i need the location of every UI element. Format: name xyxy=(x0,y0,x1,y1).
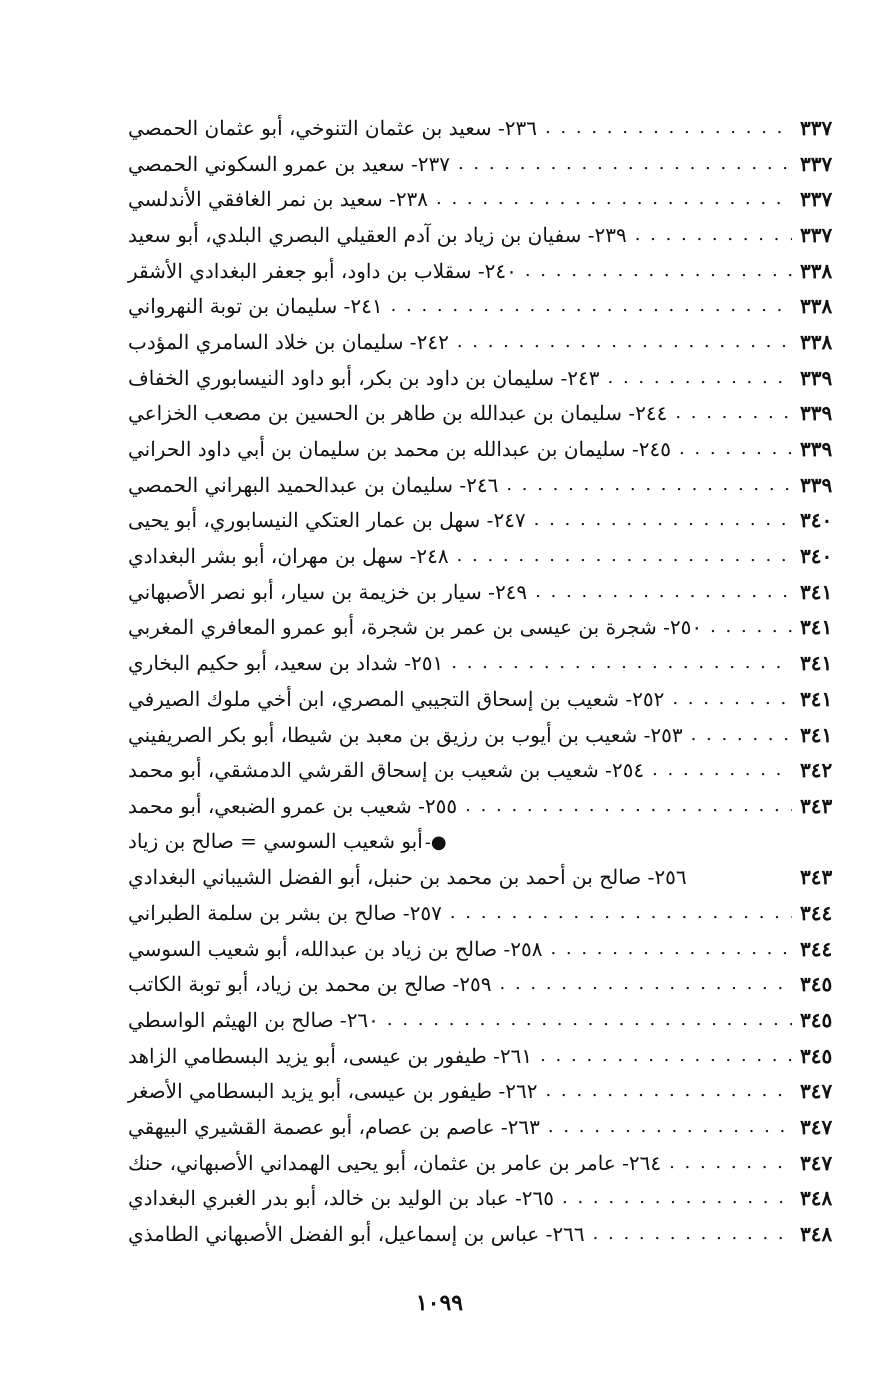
toc-entry xyxy=(128,1074,846,1110)
dot-leader xyxy=(540,1045,792,1067)
entry-title: ٢٣٩- سفيان بن زياد بن آدم العقيلي البصري البلدي، أبو سعيد xyxy=(128,222,627,247)
toc-entry xyxy=(128,681,846,717)
dot-leader xyxy=(675,402,792,424)
toc-entry xyxy=(128,146,846,182)
toc-entry xyxy=(128,1216,846,1252)
dot-leader xyxy=(455,831,792,853)
dot-leader xyxy=(691,724,792,746)
entry-page-number: ٣٤٢ xyxy=(800,758,833,783)
dot-leader xyxy=(672,688,792,710)
entry-page-number: ٣٣٩ xyxy=(800,365,833,390)
dot-leader xyxy=(534,509,792,531)
entry-title: ٢٦١- طيفور بن عيسى، أبو يزيد البسطامي الزاهد xyxy=(128,1043,533,1068)
dot-leader xyxy=(593,1223,792,1245)
dot-leader xyxy=(710,616,792,638)
dot-leader xyxy=(652,759,792,781)
entry-page-number: ٣٤١ xyxy=(800,686,833,711)
entry-title xyxy=(128,831,447,852)
entry-title: ٢٤٣- سليمان بن داود بن بكر، أبو داود النيسابوري الخفاف xyxy=(128,365,600,390)
entry-page-number: ٣٤٣ xyxy=(800,865,833,890)
entry-page-number: ٣٤٠ xyxy=(800,544,833,569)
entry-page-number: ٣٤٧ xyxy=(800,1115,833,1140)
dot-leader xyxy=(548,1116,792,1138)
entry-title: ٢٣٨- سعيد بن نمر الغافقي الأندلسي xyxy=(128,187,429,212)
entry-title: ٢٥٤- شعيب بن شعيب بن إسحاق القرشي الدمشقي، أبو محمد xyxy=(128,758,645,783)
entry-page-number: ٣٤٠ xyxy=(800,508,833,533)
toc-entry xyxy=(128,859,846,895)
toc-entry xyxy=(128,895,846,931)
dot-leader xyxy=(550,938,792,960)
entry-title: ٢٤٢- سليمان بن خلاد السامري المؤدب xyxy=(128,329,449,354)
toc-entry xyxy=(128,752,846,788)
toc-entry xyxy=(128,1038,846,1074)
toc-entry xyxy=(128,396,846,432)
entry-page-number: ٣٤١ xyxy=(800,579,833,604)
toc-entry xyxy=(128,967,846,1003)
toc-entry xyxy=(128,574,846,610)
entry-page-number: ٣٤٧ xyxy=(800,1150,833,1175)
cross-reference-row xyxy=(128,824,846,860)
entry-page-number: ٣٤٥ xyxy=(800,1043,833,1068)
page-number: ١٠٩٩ xyxy=(415,1290,464,1316)
toc-entry xyxy=(128,110,846,146)
dot-leader xyxy=(562,1187,792,1209)
toc-entry xyxy=(128,1109,846,1145)
entry-page-number: ٣٣٧ xyxy=(800,151,833,176)
toc-entry xyxy=(128,467,846,503)
entry-title: ٢٦٤- عامر بن عامر بن عثمان، أبو يحيى الهمداني الأصبهاني، حنك xyxy=(128,1150,662,1175)
toc-entry xyxy=(128,503,846,539)
entry-page-number: ٣٣٨ xyxy=(800,258,833,283)
toc-entry xyxy=(128,217,846,253)
entry-page-number: ٣٣٧ xyxy=(800,115,833,140)
entry-title: ٢٥٩- صالح بن محمد بن زياد، أبو توبة الكاتب xyxy=(128,972,492,997)
entry-page-number: ٣٣٩ xyxy=(800,437,833,462)
entry-title: ٢٤٩- سيار بن خزيمة بن سيار، أبو نصر الأصبهاني xyxy=(128,579,528,604)
entry-title: ٢٥٦- صالح بن أحمد بن محمد بن حنبل، أبو الفضل الشيباني البغدادي xyxy=(128,865,687,890)
toc-entry xyxy=(128,788,846,824)
toc-entry xyxy=(128,1181,846,1217)
entry-title: ٢٤٤- سليمان بن عبدالله بن طاهر بن الحسين بن مصعب الخزاعي xyxy=(128,401,668,426)
entry-page-number: ٣٤٨ xyxy=(800,1186,833,1211)
dot-leader xyxy=(457,331,792,353)
entry-title: ٢٤٨- سهل بن مهران، أبو بشر البغدادي xyxy=(128,544,449,569)
entry-title: ٢٥١- شداد بن سعيد، أبو حكيم البخاري xyxy=(128,651,444,676)
dot-leader xyxy=(545,1080,792,1102)
toc-entry xyxy=(128,1145,846,1181)
entry-page-number: ٣٤١ xyxy=(800,651,833,676)
entry-page-number: ٣٤٤ xyxy=(800,900,833,925)
dot-leader xyxy=(608,367,792,389)
entry-page-number: ٣٣٧ xyxy=(800,222,833,247)
entry-title: ٢٤١- سليمان بن توبة النهرواني xyxy=(128,294,383,319)
entry-title: ٢٤٧- سهل بن عمار العتكي النيسابوري، أبو يحيى xyxy=(128,508,526,533)
toc-entry xyxy=(128,610,846,646)
entry-page-number: ٣٤٧ xyxy=(800,1079,833,1104)
entry-page-number: ٣٣٩ xyxy=(800,401,833,426)
dot-leader xyxy=(695,866,792,888)
dot-leader xyxy=(525,260,792,282)
dot-leader xyxy=(436,188,792,210)
toc-entry xyxy=(128,360,846,396)
entry-title: ٢٥٥- شعيب بن عمرو الضبعي، أبو محمد xyxy=(128,793,458,818)
toc-entry xyxy=(128,181,846,217)
toc-entry xyxy=(128,431,846,467)
entry-title: ٢٣٧- سعيد بن عمرو السكوني الحمصي xyxy=(128,151,450,176)
entry-title: ٢٣٦- سعيد بن عثمان التنوخي، أبو عثمان الحمصي xyxy=(128,115,537,140)
entry-page-number: ٣٣٧ xyxy=(800,187,833,212)
entry-page-number: ٣٤٣ xyxy=(800,793,833,818)
toc-entry xyxy=(128,538,846,574)
entry-page-number: ٣٣٨ xyxy=(800,294,833,319)
entry-page-number: ٣٤١ xyxy=(800,722,833,747)
entry-page-number: ٣٤٥ xyxy=(800,972,833,997)
dot-leader xyxy=(669,1152,792,1174)
entry-title: ٢٦٢- طيفور بن عيسى، أبو يزيد البسطامي الأصغر xyxy=(128,1079,538,1104)
dot-leader xyxy=(545,117,792,139)
toc-entry xyxy=(128,324,846,360)
dot-leader xyxy=(679,438,792,460)
entry-title: ٢٥٢- شعيب بن إسحاق التجيبي المصري، ابن أخي ملوك الصيرفي xyxy=(128,686,665,711)
entry-page-number: ٣٣٩ xyxy=(800,472,833,497)
entry-title: ٢٤٠- سقلاب بن داود، أبو جعفر البغدادي الأشقر xyxy=(128,258,517,283)
entry-page-number: ٣٤١ xyxy=(800,615,833,640)
xref-text: أبو شعيب السوسي = صالح بن زياد xyxy=(128,829,423,854)
toc-entry xyxy=(128,717,846,753)
entry-title: ٢٤٥- سليمان بن عبدالله بن محمد بن سليمان بن أبي داود الحراني xyxy=(128,437,671,462)
toc-entry xyxy=(128,253,846,289)
table-of-contents xyxy=(128,110,846,1252)
dot-leader xyxy=(635,224,792,246)
entry-title: ٢٥٧- صالح بن بشر بن سلمة الطبراني xyxy=(128,900,442,925)
dot-leader xyxy=(391,295,792,317)
entry-title: ٢٦٦- عباس بن إسماعيل، أبو الفضل الأصبهاني الطامذي xyxy=(128,1222,585,1247)
dot-leader xyxy=(457,545,792,567)
entry-page-number: ٣٤٥ xyxy=(800,1008,833,1033)
dot-leader xyxy=(465,795,792,817)
dot-leader xyxy=(506,474,792,496)
toc-entry xyxy=(128,645,846,681)
dot-leader xyxy=(500,973,792,995)
entry-title: ٢٦٣- عاصم بن عصام، أبو عصمة القشيري البيهقي xyxy=(128,1115,540,1140)
toc-entry xyxy=(128,1002,846,1038)
dot-leader xyxy=(451,652,792,674)
dot-leader xyxy=(535,581,792,603)
entry-page-number: ٣٤٤ xyxy=(800,936,833,961)
dot-leader xyxy=(450,902,792,924)
entry-title: ٢٥٣- شعيب بن أيوب بن رزيق بن معبد بن شيطا، أبو بكر الصريفيني xyxy=(128,722,683,747)
entry-title: ٢٥٠- شجرة بن عيسى بن عمر بن شجرة، أبو عمرو المعافري المغربي xyxy=(128,615,703,640)
entry-title: ٢٤٦- سليمان بن عبدالحميد البهراني الحمصي xyxy=(128,472,499,497)
entry-page-number: ٣٣٨ xyxy=(800,329,833,354)
entry-title: ٢٥٨- صالح بن زياد بن عبدالله، أبو شعيب السوسي xyxy=(128,936,543,961)
bullet-icon: ●- xyxy=(424,832,447,854)
entry-title: ٢٦٥- عباد بن الوليد بن خالد، أبو بدر الغبري البغدادي xyxy=(128,1186,555,1211)
dot-leader xyxy=(458,153,792,175)
entry-page-number: ٣٤٨ xyxy=(800,1222,833,1247)
dot-leader xyxy=(387,1009,792,1031)
toc-entry xyxy=(128,288,846,324)
entry-title: ٢٦٠- صالح بن الهيثم الواسطي xyxy=(128,1008,379,1033)
toc-entry xyxy=(128,931,846,967)
